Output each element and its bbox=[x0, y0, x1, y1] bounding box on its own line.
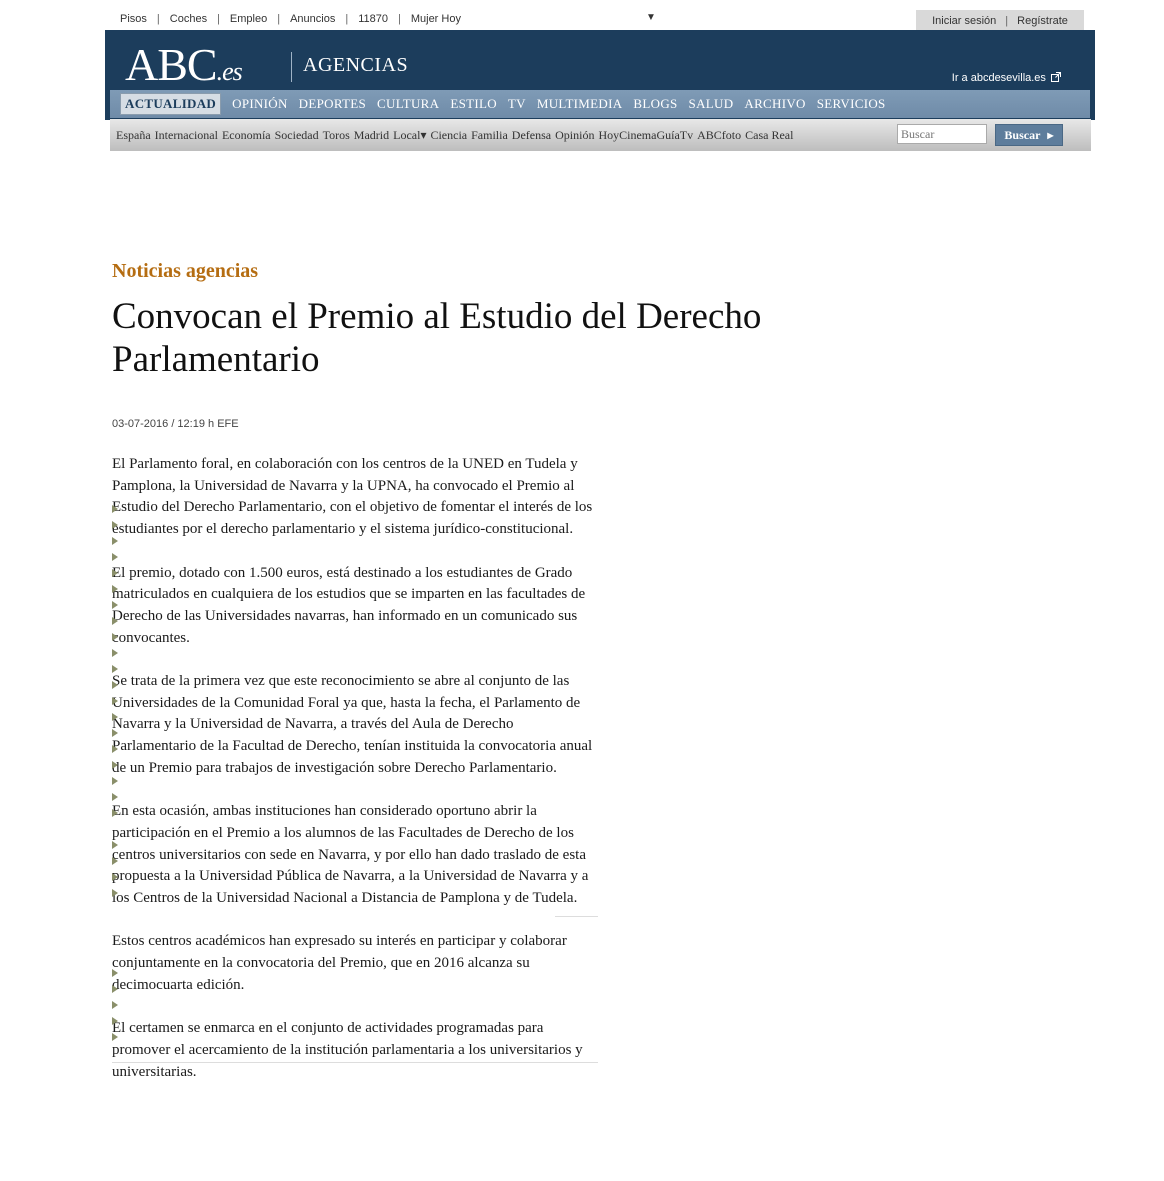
util-link-pisos[interactable]: Pisos bbox=[120, 13, 147, 25]
search-input[interactable] bbox=[897, 124, 987, 144]
arrow-marker-icon bbox=[112, 841, 118, 849]
separator: | bbox=[217, 13, 220, 25]
arrow-marker-icon bbox=[112, 985, 118, 993]
separator: | bbox=[156, 13, 160, 25]
arrow-marker-icon bbox=[112, 1001, 118, 1009]
arrow-marker-icon bbox=[112, 761, 118, 769]
nav-multimedia[interactable]: MULTIMEDIA bbox=[536, 96, 623, 111]
subnav-casa-real[interactable]: Casa Real bbox=[745, 127, 794, 142]
nav-archivo[interactable]: ARCHIVO bbox=[744, 96, 806, 111]
nav-deportes[interactable]: DEPORTES bbox=[298, 96, 367, 111]
search-button-label: Buscar bbox=[1004, 127, 1041, 142]
subnav-internacional[interactable]: Internacional bbox=[154, 127, 218, 142]
util-link-empleo[interactable]: Empleo bbox=[229, 13, 268, 25]
faded-ad-banner bbox=[360, 175, 810, 250]
arrow-marker-icon bbox=[112, 777, 118, 785]
subnav-sociedad[interactable]: Sociedad bbox=[274, 127, 319, 142]
subnav-economia[interactable]: Economía bbox=[221, 127, 271, 142]
arrow-marker-icon bbox=[112, 617, 118, 625]
util-link-mujer-hoy[interactable]: Mujer Hoy bbox=[410, 13, 461, 25]
arrow-marker-icon bbox=[112, 745, 118, 753]
util-link-11870[interactable]: 11870 bbox=[358, 13, 388, 25]
arrow-marker-icon bbox=[112, 1033, 118, 1041]
subnav-familia[interactable]: Familia bbox=[471, 127, 508, 142]
subnav-madrid[interactable]: Madrid bbox=[353, 127, 390, 142]
subnav-guiatv[interactable]: GuíaTv bbox=[656, 127, 694, 142]
nav-servicios[interactable]: SERVICIOS bbox=[816, 96, 886, 111]
section-kicker[interactable]: Noticias agencias bbox=[112, 260, 259, 282]
abcdesevilla-link-label: Ir a abcdesevilla.es bbox=[951, 72, 1046, 84]
divider bbox=[112, 1062, 598, 1063]
article-body bbox=[112, 454, 598, 1105]
subnav-defensa[interactable]: Defensa bbox=[511, 127, 552, 142]
arrow-marker-icon bbox=[112, 729, 118, 737]
subnav-ciencia[interactable]: Ciencia bbox=[430, 127, 468, 142]
subnav-abcfoto[interactable]: ABCfoto bbox=[697, 127, 742, 142]
nav-salud[interactable]: SALUD bbox=[688, 96, 734, 111]
arrow-marker-icon bbox=[112, 681, 118, 689]
subnav-opinion[interactable]: Opinión bbox=[555, 127, 595, 142]
arrow-marker-icon bbox=[112, 809, 118, 817]
nav-tv[interactable]: TV bbox=[507, 96, 526, 111]
util-link-coches[interactable]: Coches bbox=[169, 13, 208, 25]
article-byline: 03-07-2016 / 12:19 h EFE bbox=[112, 418, 239, 430]
arrow-marker-icon bbox=[112, 889, 118, 897]
article-paragraph: Se trata de la primera vez que este reconocimiento se abre al conjunto de las Universidades de la Comunidad Foral ya que, hasta la fecha, el Parlamento de Navarra y la Universidad de Navarra, a través del Aula de Derecho Parlamentario de la Facultad de Derecho, tenían instituida la convocatoria anual de un Premio para trabajos de investigación sobre Derecho Parlamentario. bbox=[112, 673, 593, 776]
divider bbox=[555, 916, 598, 917]
arrow-marker-icon bbox=[112, 857, 118, 865]
arrow-marker-icon bbox=[112, 1017, 118, 1025]
separator: | bbox=[397, 13, 401, 25]
article-title: Convocan el Premio al Estudio del Derecho Parlamentario bbox=[112, 296, 762, 380]
article-paragraph: El premio, dotado con 1.500 euros, está destinado a los estudiantes de Grado matriculados en cualquiera de los estudios que se imparten en las facultades de Derecho de las Universidades navarras, han informado en un comunicado sus convocantes. bbox=[112, 564, 586, 646]
nav-estilo[interactable]: ESTILO bbox=[450, 96, 497, 111]
arrow-marker-icon bbox=[112, 521, 118, 529]
article-paragraph: En esta ocasión, ambas instituciones han considerado oportuno abrir la participación en el Premio a los alumnos de las Facultades de Derecho de los centros universitarios con sede en Navarra, y por ello han dado traslado de esta propuesta a la Universidad Pública de Navarra, a la Universidad de Navarra y a los Centros de la Universidad Nacional a Distancia de Pamplona y de Tudela. bbox=[112, 803, 589, 907]
arrow-marker-icon bbox=[112, 553, 118, 561]
article-paragraph: El certamen se enmarca en el conjunto de actividades programadas para promover el acercamiento de la institución parlamentaria a los universitarios y universitarias. bbox=[112, 1020, 583, 1080]
dropdown-arrow-icon[interactable]: ▼ bbox=[646, 12, 656, 23]
nav-cultura[interactable]: CULTURA bbox=[377, 96, 440, 111]
arrow-marker-icon bbox=[112, 633, 118, 641]
article-paragraph: El Parlamento foral, en colaboración con los centros de la UNED en Tudela y Pamplona, la Universidad de Navarra y la UPNA, ha convocado el Premio al Estudio del Derecho Parlamentario, con el objetivo de fomentar el interés de los estudiantes por el derecho parlamentario y el sistema jurídico-constitucional. bbox=[112, 456, 593, 538]
search-button[interactable] bbox=[995, 124, 1063, 146]
sub-nav-items bbox=[116, 128, 797, 143]
separator: | bbox=[345, 13, 349, 25]
abcdesevilla-link[interactable] bbox=[952, 72, 1061, 84]
subnav-local[interactable]: Local▾ bbox=[393, 127, 427, 142]
external-link-icon bbox=[1051, 72, 1061, 82]
signin-link[interactable]: Iniciar sesión bbox=[932, 14, 997, 27]
arrow-marker-icon bbox=[112, 649, 118, 657]
arrow-marker-icon bbox=[112, 585, 118, 593]
login-box bbox=[916, 10, 1084, 31]
logo-divider bbox=[291, 52, 292, 82]
subnav-hoycinema[interactable]: HoyCinema bbox=[598, 127, 657, 142]
subnav-espana[interactable]: España bbox=[116, 127, 151, 142]
section-title[interactable]: AGENCIAS bbox=[303, 54, 409, 76]
arrow-marker-icon bbox=[112, 505, 118, 513]
arrow-marker-icon bbox=[112, 793, 118, 801]
util-link-anuncios[interactable]: Anuncios bbox=[290, 13, 336, 25]
nav-blogs[interactable]: BLOGS bbox=[633, 96, 678, 111]
main-nav bbox=[110, 90, 1090, 118]
register-link[interactable]: Regístrate bbox=[1017, 14, 1068, 27]
subnav-toros[interactable]: Toros bbox=[322, 127, 350, 142]
logo-abc: ABC bbox=[125, 39, 217, 90]
arrow-marker-icon bbox=[112, 873, 118, 881]
arrow-marker-icon bbox=[112, 569, 118, 577]
nav-actualidad[interactable]: ACTUALIDAD bbox=[120, 93, 221, 115]
abc-logo[interactable] bbox=[125, 38, 242, 91]
arrow-marker-icon bbox=[112, 697, 118, 705]
arrow-right-icon: ▶ bbox=[1047, 130, 1054, 140]
arrow-marker-icon bbox=[112, 665, 118, 673]
arrow-marker-icon bbox=[112, 713, 118, 721]
utility-links bbox=[120, 8, 461, 30]
nav-opinion[interactable]: OPINIÓN bbox=[232, 96, 288, 111]
separator: | bbox=[1005, 14, 1009, 27]
separator: | bbox=[277, 13, 281, 25]
sub-nav bbox=[110, 119, 1091, 151]
arrow-marker-icon bbox=[112, 601, 118, 609]
arrow-marker-icon bbox=[112, 537, 118, 545]
arrow-marker-icon bbox=[112, 969, 118, 977]
article-paragraph: Estos centros académicos han expresado su interés en participar y colaborar conjuntamente en la convocatoria del Premio, que en 2016 alcanza su decimocuarta edición. bbox=[112, 933, 567, 993]
logo-es: .es bbox=[216, 57, 242, 86]
